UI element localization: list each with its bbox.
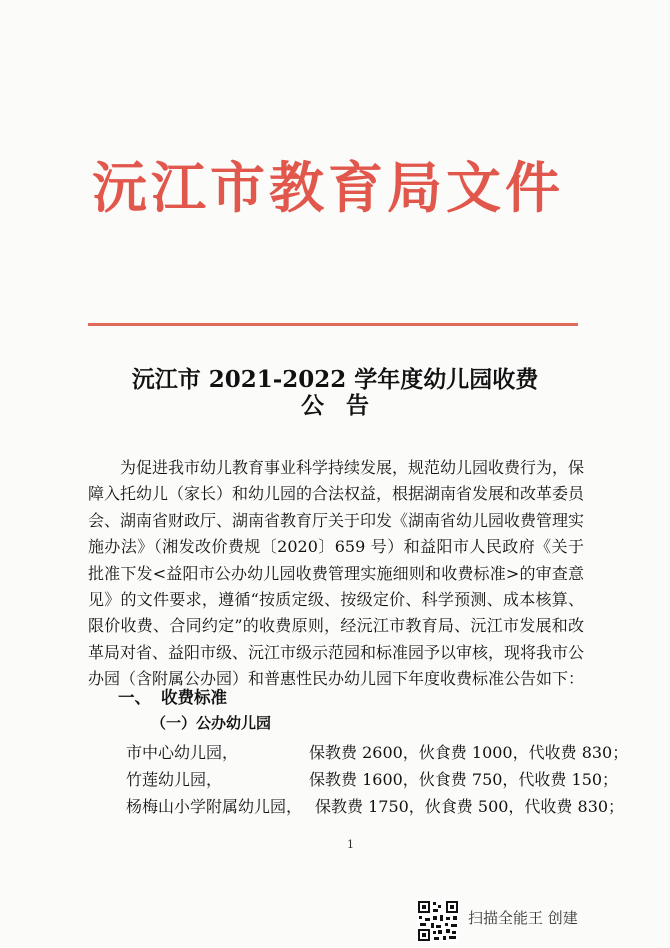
fee-row — [126, 740, 629, 764]
fee-details: 保教费 1750，伙食费 500，代收费 830； — [315, 797, 625, 816]
document-subtitle: 公告 — [301, 392, 391, 419]
fee-details: 保教费 1600，伙食费 750，代收费 150； — [309, 770, 619, 789]
scanner-watermark: 扫描全能王 创建 — [468, 909, 578, 927]
kindergarten-name: 竹莲幼儿园， — [126, 770, 223, 789]
header-title: 沅江市教育局文件 — [92, 155, 565, 220]
subsection-heading: （一）公办幼儿园 — [151, 714, 272, 732]
body-text — [88, 455, 584, 693]
qr-code-icon — [417, 900, 459, 942]
section-number: 一、 — [118, 688, 151, 707]
body-paragraph: 为促进我市幼儿教育事业科学持续发展，规范幼儿园收费行为，保障入托幼儿（家长）和幼儿园的合法权益，根据湖南省发展和改革委员会、湖南省财政厅、湖南省教育厅关于印发《湖南省幼儿园收费管理实施办法》（湘发改价费规〔2020〕659 号）和益阳市人民政府《关于批准下发<益阳市公办幼儿园收费管理实施细则和收费标准>的审查意见》的文件要求，遵循“按质定级、按级定价、科学预测、成本核算、限价收费、合同约定”的收费原则，经沅江市教育局、沅江市发展和改革局对省、益阳市级、沅江市级示范园和标准园予以审核，现将我市公办园（含附属公办园）和普惠性民办幼儿园下年度收费标准公告如下： — [88, 458, 585, 689]
red-divider — [88, 323, 578, 326]
qr-code-icon — [417, 900, 459, 942]
fee-row — [126, 794, 625, 818]
kindergarten-name: 市中心幼儿园， — [126, 743, 239, 762]
section-title: 收费标准 — [161, 688, 227, 707]
document-title: 沅江市 2021-2022 学年度幼儿园收费 — [131, 366, 539, 393]
fee-details: 保教费 2600，伙食费 1000，代收费 830； — [309, 743, 629, 762]
kindergarten-name: 杨梅山小学附属幼儿园， — [126, 797, 303, 816]
section-heading — [118, 684, 237, 708]
page-number: 1 — [347, 838, 354, 851]
fee-row — [126, 767, 619, 791]
